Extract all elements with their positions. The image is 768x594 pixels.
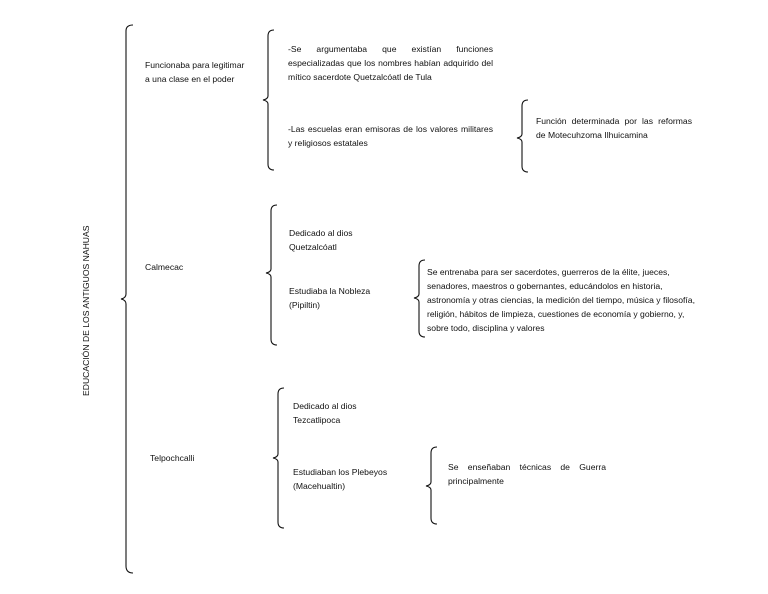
branch-2-item-1: Dedicado al dios Quetzalcóatl xyxy=(289,228,353,252)
branch-3-item-2: Estudiaban los Plebeyos (Macehualtin) xyxy=(293,467,388,491)
branch-3-item-1: Dedicado al dios Tezcatlipoca xyxy=(293,401,357,425)
branch-1-sub: Función determinada por las reformas de Motecuhzoma Ilhuicamina xyxy=(536,116,692,140)
branch-2-sub: Se entrenaba para ser sacerdotes, guerreros de la élite, jueces, senadores, maestros o gobernantes, educándolos en historia, astronomía y otras ciencias, la medición del tiempo, música y filosofía, religión, hábitos de limpieza, cuestiones de economía y gobierno, y, sobre todo, disciplina y valores xyxy=(427,267,695,333)
branch-1-item-1: -Se argumentaba que existían funciones especializadas que los nombres habían adquirido del mítico sacerdote Quetzalcóatl de Tula xyxy=(288,44,493,82)
branch-2-item-2: Estudiaba la Nobleza (Pipiltin) xyxy=(289,286,371,310)
sub-bracket-2 xyxy=(414,260,425,337)
root-title: EDUCACIÓN DE LOS ANTIGUOS NAHUAS xyxy=(81,225,91,396)
branch-1-item-2: -Las escuelas eran emisoras de los valores militares y religiosos estatales xyxy=(288,124,493,148)
sub-bracket-1 xyxy=(517,100,528,172)
branch-bracket-2 xyxy=(266,205,277,345)
branch-3-sub: Se enseñaban técnicas de Guerra principalmente xyxy=(448,462,606,486)
sub-bracket-3 xyxy=(426,447,437,524)
root-bracket xyxy=(121,25,133,573)
branch-1-label: Funcionaba para legitimar a una clase en el poder xyxy=(145,60,245,84)
branch-bracket-1 xyxy=(263,30,274,170)
branch-2-label: Calmecac xyxy=(145,262,184,272)
branch-3-label: Telpochcalli xyxy=(150,453,195,463)
branch-bracket-3 xyxy=(273,388,284,528)
